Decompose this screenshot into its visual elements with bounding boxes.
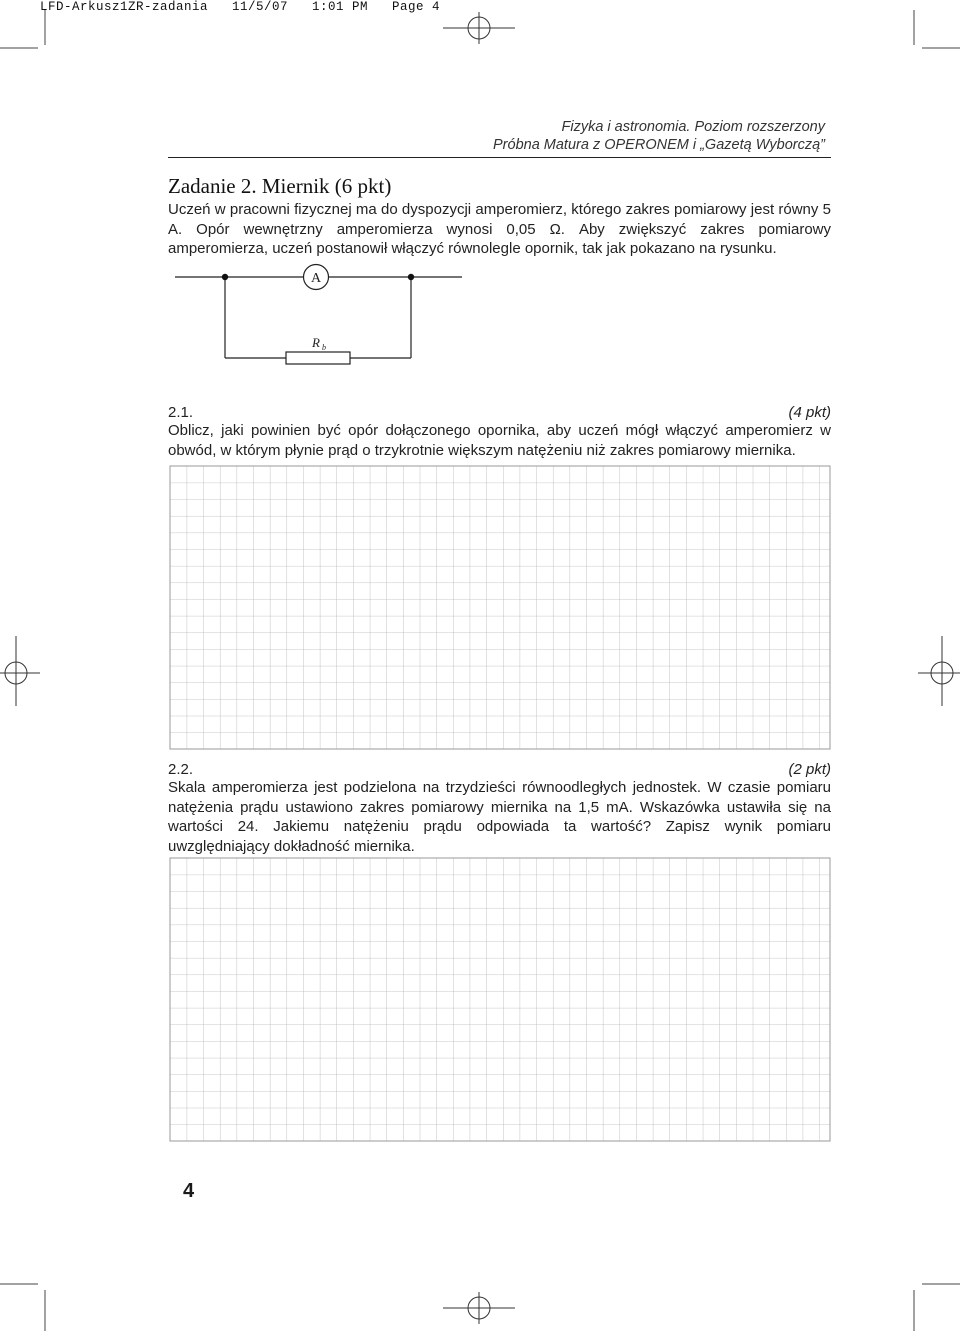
task-title: Zadanie 2. Miernik (6 pkt): [168, 174, 392, 198]
resistor-symbol: [286, 352, 350, 364]
subtask-2-2-text: Skala amperomierza jest podzielona na trzydzieści równoodległych jednostek. W czasie pomiaru natężenia prądu ustawiono zakres pomiarowy miernika na 1,5 mA. Wskazówka ustawiła się na wartości 24. Jakiemu natężeniu prądu odpowiada ta wartość? Zapisz wynik pomiaru uwzględniający dokładność miernika.: [168, 779, 831, 855]
junction-right: [408, 274, 414, 280]
resistor-subscript: b: [322, 343, 326, 352]
header-rule: [168, 157, 831, 158]
running-header-edition: Próbna Matura z OPERONEM i „Gazetą Wyborczą”: [493, 137, 825, 153]
subtask-2-1-points: (4 pkt): [788, 404, 831, 421]
subtask-2-1-number: 2.1.: [168, 404, 194, 421]
task-intro: Uczeń w pracowni fizycznej ma do dyspozycji amperomierz, którego zakres pomiarowy jest równy 5 A. Opór wewnętrzny amperomierza wynosi 0,05 Ω. Aby zwiększyć zakres pomiarowy amperomierza, uczeń postanowił włączyć równolegle opornik, tak jak pokazano na rysunku.: [168, 201, 831, 257]
subtask-2-2-points: (2 pkt): [788, 761, 831, 778]
answer-grid-2[interactable]: [170, 858, 830, 1141]
registration-mark-right: [918, 636, 960, 706]
running-header-subject: Fizyka i astronomia. Poziom rozszerzony: [561, 119, 825, 135]
registration-mark-bottom: [443, 1292, 515, 1324]
junction-left: [222, 274, 228, 280]
subtask-2-1-text: Oblicz, jaki powinien być opór dołączonego opornika, aby uczeń mógł włączyć amperomierz w obwód, w którym płynie prąd o trzykrotnie większym natężeniu niż zakres pomiarowy miernika.: [168, 422, 831, 459]
subtask-2-2-header: [168, 760, 831, 780]
crop-marks-top: [0, 10, 960, 48]
resistor-label: R: [312, 335, 320, 350]
ammeter-label: A: [310, 271, 322, 286]
page-number: 4: [183, 1180, 195, 1202]
subtask-2-2-number: 2.2.: [168, 761, 194, 778]
registration-mark-left: [0, 636, 40, 706]
print-slug: LFD-Arkusz1ZR-zadania 11/5/07 1:01 PM Page 4: [40, 0, 441, 14]
answer-grid-1[interactable]: [170, 466, 830, 749]
subtask-2-1-header: [168, 403, 831, 423]
registration-mark-top: [443, 12, 515, 44]
